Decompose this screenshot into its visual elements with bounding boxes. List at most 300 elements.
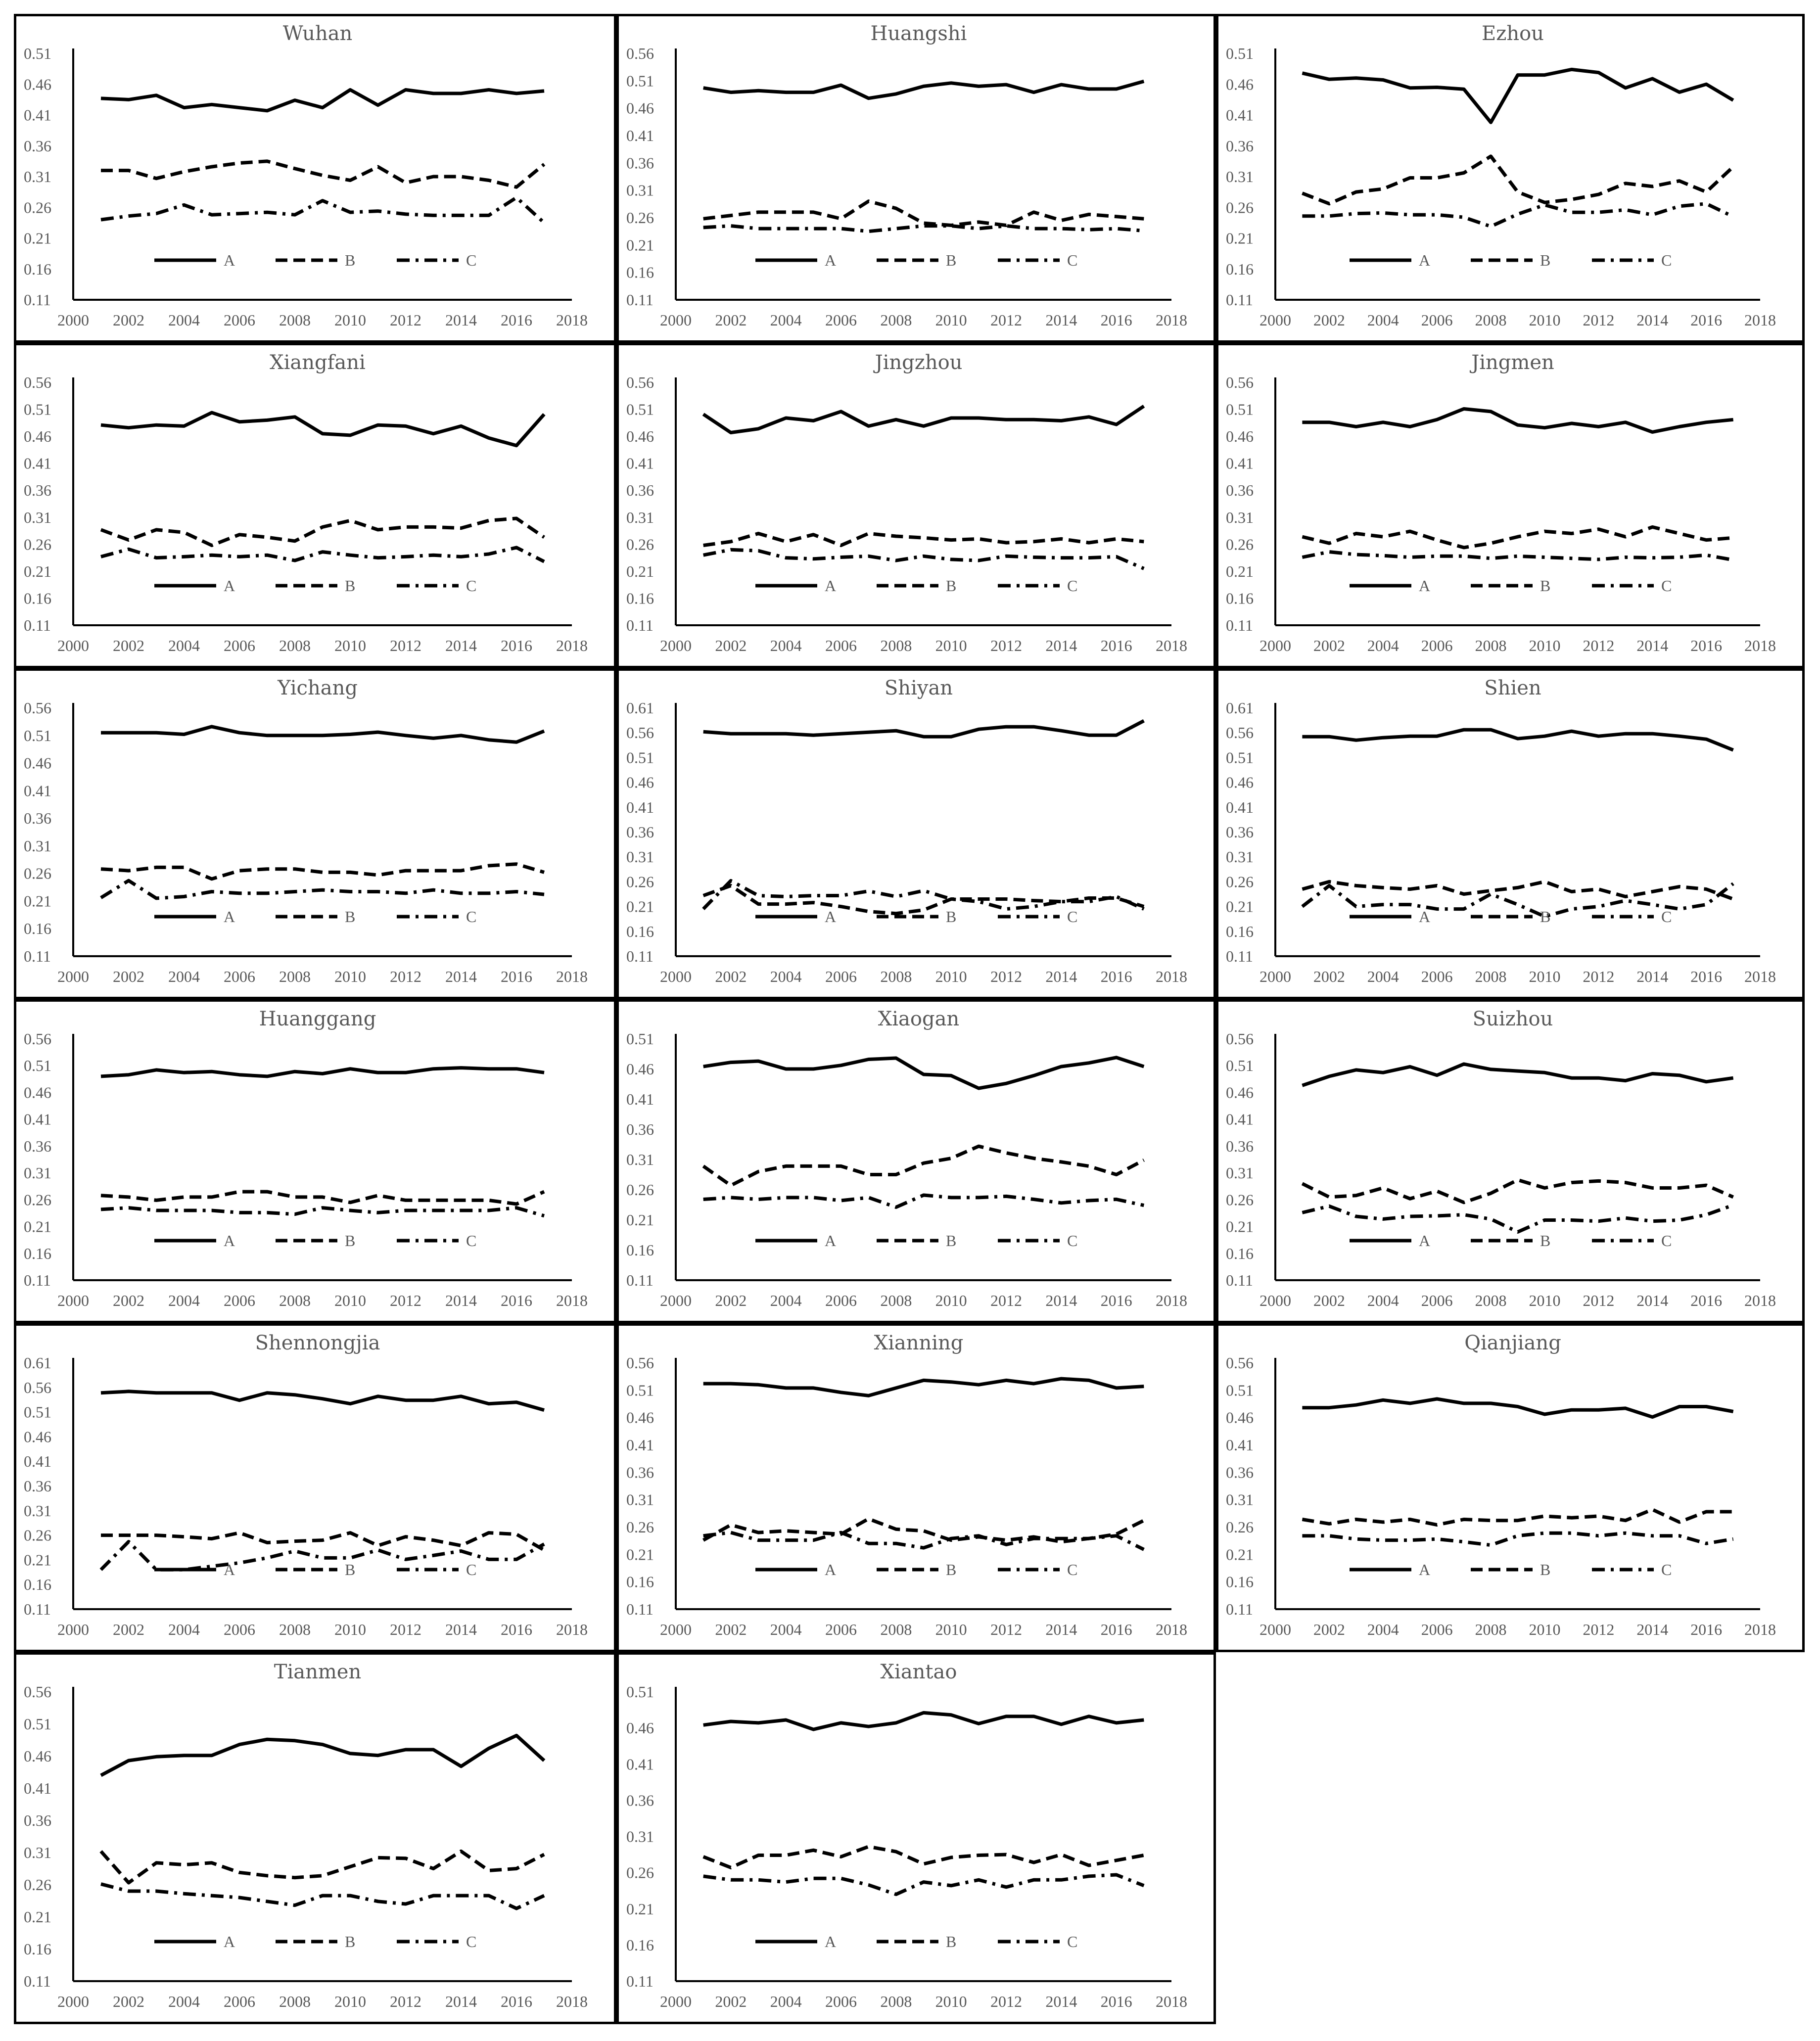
legend-label-c: C [1661, 251, 1672, 269]
x-tick-label: 2010 [334, 1621, 366, 1638]
series-line-a [101, 413, 544, 446]
legend-label-c: C [1661, 908, 1672, 926]
x-tick-label: 2016 [501, 1621, 532, 1638]
chart-title: Xianning [874, 1332, 964, 1354]
y-tick-label: 0.31 [626, 508, 654, 526]
x-tick-label: 2002 [715, 637, 747, 654]
y-tick-label: 0.51 [626, 1030, 654, 1048]
series-line-a [703, 1058, 1144, 1088]
y-tick-label: 0.21 [1226, 229, 1254, 247]
y-tick-label: 0.31 [1226, 1164, 1254, 1182]
chart-panel-ezhou [1216, 14, 1805, 343]
x-tick-label: 2016 [501, 1993, 532, 2010]
x-tick-label: 2014 [1045, 637, 1077, 654]
y-tick-label: 0.36 [1226, 481, 1254, 500]
x-tick-label: 2006 [224, 1621, 255, 1638]
x-tick-label: 2004 [168, 311, 200, 329]
y-tick-label: 0.21 [24, 892, 51, 910]
series-line-c [1302, 1533, 1733, 1545]
y-tick-label: 0.16 [626, 1936, 654, 1954]
chart-panel-qianjiang [1216, 1323, 1805, 1652]
y-tick-label: 0.31 [626, 181, 654, 199]
y-tick-label: 0.36 [1226, 1137, 1254, 1155]
legend-label-a: A [825, 577, 837, 595]
x-tick-label: 2004 [1367, 1292, 1399, 1309]
chart-panel-yichang [14, 668, 616, 999]
legend-label-a: A [224, 908, 235, 926]
x-tick-label: 2012 [390, 1292, 421, 1309]
legend-label-b: B [345, 1561, 356, 1578]
y-tick-label: 0.61 [1226, 699, 1254, 717]
x-tick-label: 2012 [990, 1292, 1022, 1309]
x-tick-label: 2014 [1045, 1621, 1077, 1638]
x-tick-label: 2016 [501, 637, 532, 654]
x-tick-label: 2002 [715, 1292, 747, 1309]
x-tick-label: 2000 [57, 637, 89, 654]
legend-label-a: A [224, 577, 235, 595]
chart-panel-huanggang [14, 999, 616, 1323]
x-tick-label: 2006 [825, 1993, 857, 2010]
x-tick-label: 2012 [390, 311, 421, 329]
x-tick-label: 2010 [935, 1292, 967, 1309]
series-line-a [1302, 1064, 1733, 1085]
y-tick-label: 0.41 [626, 454, 654, 472]
chart-panel-shiyan [616, 668, 1216, 999]
x-tick-label: 2014 [1636, 311, 1669, 329]
legend-label-a: A [224, 251, 235, 269]
x-tick-label: 2004 [770, 1621, 802, 1638]
y-tick-label: 0.46 [626, 1060, 654, 1078]
chart-title: Xiaogan [878, 1008, 960, 1030]
y-tick-label: 0.51 [626, 1683, 654, 1701]
x-tick-label: 2006 [224, 1292, 255, 1309]
y-tick-label: 0.51 [626, 748, 654, 767]
y-tick-label: 0.36 [626, 154, 654, 172]
y-tick-label: 0.36 [24, 137, 51, 155]
y-tick-label: 0.31 [24, 1501, 51, 1520]
y-tick-label: 0.11 [1226, 291, 1253, 309]
x-tick-label: 2004 [168, 637, 200, 654]
x-tick-label: 2012 [1583, 968, 1615, 985]
x-tick-label: 2000 [57, 1993, 89, 2010]
chart-title: Suizhou [1472, 1008, 1553, 1030]
y-tick-label: 0.26 [24, 864, 51, 882]
legend-label-c: C [1661, 1561, 1672, 1578]
series-line-c [703, 550, 1144, 568]
legend-label-b: B [1540, 251, 1551, 269]
x-tick-label: 2000 [57, 1292, 89, 1309]
y-tick-label: 0.36 [1226, 1463, 1254, 1482]
x-tick-label: 2016 [501, 311, 532, 329]
x-tick-label: 2000 [660, 311, 692, 329]
x-tick-label: 2018 [556, 1993, 588, 2010]
legend-label-a: A [1419, 1561, 1431, 1578]
chart-panel-wuhan [14, 14, 616, 343]
y-tick-label: 0.16 [1226, 922, 1254, 940]
y-tick-label: 0.46 [24, 1428, 51, 1446]
series-line-c [101, 881, 544, 898]
series-line-b [1302, 156, 1733, 204]
y-tick-label: 0.36 [24, 1477, 51, 1495]
legend-label-c: C [1067, 251, 1078, 269]
legend-label-b: B [345, 908, 356, 926]
chart-title: Huanggang [259, 1008, 376, 1030]
y-tick-label: 0.36 [24, 481, 51, 500]
y-tick-label: 0.11 [24, 947, 51, 965]
y-tick-label: 0.26 [626, 209, 654, 227]
x-tick-label: 2010 [334, 1292, 366, 1309]
series-line-c [101, 548, 544, 561]
x-tick-label: 2004 [770, 1292, 802, 1309]
x-tick-label: 2012 [1583, 311, 1615, 329]
y-tick-label: 0.26 [24, 198, 51, 217]
x-tick-label: 2016 [1690, 637, 1723, 654]
legend-label-a: A [1419, 577, 1431, 595]
y-tick-label: 0.61 [24, 1354, 51, 1372]
legend-label-b: B [1540, 577, 1551, 595]
y-tick-label: 0.11 [626, 1600, 653, 1618]
x-tick-label: 2000 [57, 311, 89, 329]
x-tick-label: 2018 [556, 1621, 588, 1638]
legend-label-c: C [1067, 577, 1078, 595]
y-tick-label: 0.26 [626, 873, 654, 891]
y-tick-label: 0.41 [24, 1779, 51, 1797]
y-tick-label: 0.16 [626, 1573, 654, 1591]
x-tick-label: 2002 [715, 968, 747, 985]
y-tick-label: 0.31 [24, 1164, 51, 1182]
y-tick-label: 0.41 [24, 1452, 51, 1471]
x-tick-label: 2014 [1045, 311, 1077, 329]
y-tick-label: 0.16 [24, 589, 51, 607]
chart-title: Huangshi [870, 22, 967, 45]
y-tick-label: 0.21 [24, 1217, 51, 1236]
y-tick-label: 0.21 [626, 562, 654, 580]
x-tick-label: 2016 [501, 968, 532, 985]
line-chart [1218, 1326, 1807, 1655]
y-tick-label: 0.51 [626, 400, 654, 418]
series-line-c [101, 1542, 544, 1570]
x-tick-label: 2006 [825, 311, 857, 329]
x-tick-label: 2006 [224, 637, 255, 654]
x-tick-label: 2016 [1100, 968, 1132, 985]
legend-label-a: A [825, 1232, 837, 1250]
line-chart [619, 345, 1218, 671]
y-tick-label: 0.56 [1226, 373, 1254, 391]
y-tick-label: 0.46 [626, 1408, 654, 1427]
x-tick-label: 2008 [1475, 311, 1507, 329]
y-tick-label: 0.26 [626, 1518, 654, 1536]
x-tick-label: 2008 [279, 637, 311, 654]
x-tick-label: 2004 [168, 1993, 200, 2010]
line-chart [16, 345, 619, 671]
y-tick-label: 0.16 [1226, 1573, 1254, 1591]
line-chart [619, 1655, 1218, 2027]
y-tick-label: 0.11 [1226, 1271, 1253, 1289]
y-tick-label: 0.26 [1226, 873, 1254, 891]
line-chart [1218, 345, 1807, 671]
y-tick-label: 0.41 [24, 106, 51, 124]
y-tick-label: 0.46 [24, 427, 51, 446]
legend-label-b: B [946, 1933, 957, 1950]
x-tick-label: 2008 [1475, 1621, 1507, 1638]
chart-panel-shien [1216, 668, 1805, 999]
series-line-b [101, 1851, 544, 1883]
y-tick-label: 0.31 [1226, 1490, 1254, 1509]
x-tick-label: 2006 [825, 968, 857, 985]
x-tick-label: 2018 [1156, 968, 1187, 985]
series-line-b [101, 1192, 544, 1204]
x-tick-label: 2000 [660, 1993, 692, 2010]
x-tick-label: 2010 [1529, 968, 1561, 985]
y-tick-label: 0.51 [626, 72, 654, 90]
y-tick-label: 0.16 [24, 260, 51, 278]
x-tick-label: 2000 [57, 1621, 89, 1638]
x-tick-label: 2000 [1260, 637, 1291, 654]
legend-label-a: A [825, 1933, 837, 1950]
y-tick-label: 0.11 [24, 1600, 51, 1618]
x-tick-label: 2012 [1583, 1621, 1615, 1638]
x-tick-label: 2000 [660, 968, 692, 985]
legend-label-c: C [466, 1933, 477, 1950]
y-tick-label: 0.51 [1226, 1057, 1254, 1075]
chart-panel-tianmen [14, 1652, 616, 2024]
y-tick-label: 0.16 [626, 263, 654, 281]
chart-title: Yichang [278, 677, 358, 699]
legend-label-b: B [946, 908, 957, 926]
y-tick-label: 0.46 [24, 754, 51, 772]
x-tick-label: 2004 [770, 1993, 802, 2010]
x-tick-label: 2010 [1529, 311, 1561, 329]
line-chart [16, 671, 619, 1002]
y-tick-label: 0.21 [24, 1908, 51, 1926]
series-line-c [1302, 204, 1733, 227]
series-line-c [1302, 552, 1733, 560]
x-tick-label: 2008 [279, 968, 311, 985]
y-tick-label: 0.46 [1226, 1083, 1254, 1102]
x-tick-label: 2000 [1260, 1621, 1291, 1638]
x-tick-label: 2004 [1367, 311, 1399, 329]
y-tick-label: 0.56 [626, 45, 654, 62]
y-tick-label: 0.16 [1226, 589, 1254, 607]
x-tick-label: 2014 [1636, 1292, 1669, 1309]
y-tick-label: 0.46 [1226, 75, 1254, 93]
series-line-a [101, 1068, 544, 1076]
x-tick-label: 2016 [1690, 311, 1723, 329]
series-line-b [703, 1847, 1144, 1867]
chart-title: Tianmen [274, 1661, 362, 1683]
x-tick-label: 2008 [880, 637, 912, 654]
chart-panel-jingzhou [616, 343, 1216, 668]
y-tick-label: 0.41 [626, 1755, 654, 1773]
series-line-b [1302, 881, 1733, 899]
y-tick-label: 0.46 [626, 427, 654, 446]
legend-label-b: B [345, 1232, 356, 1250]
y-tick-label: 0.56 [1226, 1354, 1254, 1372]
series-line-c [703, 1875, 1144, 1895]
y-tick-label: 0.11 [1226, 1600, 1253, 1618]
legend-label-b: B [1540, 908, 1551, 926]
y-tick-label: 0.46 [1226, 1408, 1254, 1427]
series-line-b [703, 201, 1144, 226]
y-tick-label: 0.51 [24, 1057, 51, 1075]
series-line-a [101, 1392, 544, 1410]
legend-label-c: C [1661, 577, 1672, 595]
x-tick-label: 2008 [880, 311, 912, 329]
line-chart [619, 1002, 1218, 1326]
y-tick-label: 0.26 [626, 1181, 654, 1199]
chart-title: Xiangfani [270, 351, 366, 374]
x-tick-label: 2000 [660, 1621, 692, 1638]
y-tick-label: 0.21 [626, 1900, 654, 1918]
y-tick-label: 0.41 [24, 1110, 51, 1128]
chart-panel-shennongjia [14, 1323, 616, 1652]
chart-panel-xiangfani [14, 343, 616, 668]
y-tick-label: 0.21 [626, 236, 654, 254]
y-tick-label: 0.16 [24, 1244, 51, 1262]
y-tick-label: 0.36 [24, 1137, 51, 1155]
x-tick-label: 2004 [1367, 637, 1399, 654]
x-tick-label: 2018 [1744, 637, 1776, 654]
series-line-a [703, 406, 1144, 433]
x-tick-label: 2014 [1636, 1621, 1669, 1638]
x-tick-label: 2002 [113, 968, 144, 985]
y-tick-label: 0.41 [1226, 1436, 1254, 1454]
chart-title: Wuhan [282, 22, 353, 45]
line-chart [16, 1002, 619, 1326]
y-tick-label: 0.41 [24, 782, 51, 800]
series-line-a [1302, 1399, 1733, 1417]
legend-label-c: C [1067, 908, 1078, 926]
series-line-a [703, 1713, 1144, 1729]
x-tick-label: 2008 [1475, 968, 1507, 985]
x-tick-label: 2014 [445, 1621, 477, 1638]
y-tick-label: 0.21 [626, 1545, 654, 1564]
x-tick-label: 2018 [556, 637, 588, 654]
x-tick-label: 2004 [168, 968, 200, 985]
y-tick-label: 0.36 [24, 809, 51, 828]
y-tick-label: 0.21 [1226, 562, 1254, 580]
x-tick-label: 2010 [334, 968, 366, 985]
legend-label-c: C [466, 251, 477, 269]
y-tick-label: 0.56 [1226, 724, 1254, 742]
x-tick-label: 2000 [57, 968, 89, 985]
x-tick-label: 2018 [1744, 968, 1776, 985]
x-tick-label: 2014 [445, 1993, 477, 2010]
x-tick-label: 2018 [1744, 1621, 1776, 1638]
legend-label-b: B [345, 251, 356, 269]
series-line-b [101, 161, 544, 187]
x-tick-label: 2018 [1744, 1292, 1776, 1309]
y-tick-label: 0.41 [24, 454, 51, 472]
y-tick-label: 0.36 [626, 823, 654, 841]
y-tick-label: 0.11 [24, 1271, 51, 1289]
x-tick-label: 2018 [556, 311, 588, 329]
y-tick-label: 0.21 [1226, 897, 1254, 916]
x-tick-label: 2010 [334, 637, 366, 654]
y-tick-label: 0.16 [24, 920, 51, 938]
x-tick-label: 2000 [1260, 1292, 1291, 1309]
series-line-c [101, 197, 544, 223]
legend-label-b: B [1540, 1561, 1551, 1578]
y-tick-label: 0.41 [1226, 1110, 1254, 1128]
y-tick-label: 0.46 [626, 773, 654, 791]
y-tick-label: 0.11 [626, 291, 653, 309]
legend-label-c: C [466, 577, 477, 595]
series-line-a [1302, 69, 1733, 122]
y-tick-label: 0.11 [626, 1271, 653, 1289]
x-tick-label: 2014 [445, 311, 477, 329]
x-tick-label: 2010 [334, 1993, 366, 2010]
y-tick-label: 0.36 [626, 1791, 654, 1809]
x-tick-label: 2018 [1156, 1292, 1187, 1309]
chart-panel-huangshi [616, 14, 1216, 343]
x-tick-label: 2010 [1529, 1621, 1561, 1638]
y-tick-label: 0.11 [1226, 616, 1253, 634]
x-tick-label: 2014 [445, 637, 477, 654]
x-tick-label: 2006 [1421, 1621, 1453, 1638]
x-tick-label: 2004 [168, 1292, 200, 1309]
x-tick-label: 2012 [1583, 1292, 1615, 1309]
y-tick-label: 0.51 [24, 726, 51, 744]
x-tick-label: 2010 [334, 311, 366, 329]
y-tick-label: 0.46 [1226, 773, 1254, 791]
x-tick-label: 2000 [660, 1292, 692, 1309]
x-tick-label: 2006 [224, 1993, 255, 2010]
legend-label-b: B [946, 1561, 957, 1578]
y-tick-label: 0.41 [1226, 454, 1254, 472]
x-tick-label: 2006 [1421, 311, 1453, 329]
y-tick-label: 0.41 [1226, 798, 1254, 816]
chart-title: Ezhou [1482, 22, 1544, 45]
line-chart [619, 16, 1218, 345]
chart-title: Shien [1484, 677, 1541, 699]
y-tick-label: 0.56 [626, 724, 654, 742]
x-tick-label: 2016 [501, 1292, 532, 1309]
legend-label-c: C [1661, 1232, 1672, 1250]
legend-label-c: C [466, 1232, 477, 1250]
x-tick-label: 2006 [1421, 1292, 1453, 1309]
y-tick-label: 0.41 [626, 1436, 654, 1454]
y-tick-label: 0.46 [626, 1719, 654, 1737]
legend-label-c: C [1067, 1561, 1078, 1578]
y-tick-label: 0.26 [1226, 198, 1254, 217]
y-tick-label: 0.51 [1226, 400, 1254, 418]
y-tick-label: 0.26 [1226, 1518, 1254, 1536]
y-tick-label: 0.26 [24, 1191, 51, 1209]
series-line-b [1302, 527, 1733, 548]
y-tick-label: 0.51 [626, 1381, 654, 1399]
y-tick-label: 0.26 [626, 535, 654, 554]
x-tick-label: 2006 [224, 968, 255, 985]
y-tick-label: 0.11 [626, 1972, 653, 1990]
chart-panel-xiaogan [616, 999, 1216, 1323]
chart-title: Shennongjia [255, 1332, 380, 1354]
x-tick-label: 2012 [990, 637, 1022, 654]
series-line-a [703, 1379, 1144, 1395]
x-tick-label: 2018 [556, 1292, 588, 1309]
line-chart [16, 1655, 619, 2027]
x-tick-label: 2012 [990, 311, 1022, 329]
legend-label-a: A [1419, 908, 1431, 926]
y-tick-label: 0.31 [24, 508, 51, 526]
series-line-b [703, 1146, 1144, 1185]
legend-label-b: B [946, 577, 957, 595]
chart-title: Xiantao [880, 1661, 957, 1683]
x-tick-label: 2008 [880, 968, 912, 985]
x-tick-label: 2004 [770, 968, 802, 985]
x-tick-label: 2002 [1313, 1621, 1345, 1638]
y-tick-label: 0.51 [24, 1403, 51, 1421]
